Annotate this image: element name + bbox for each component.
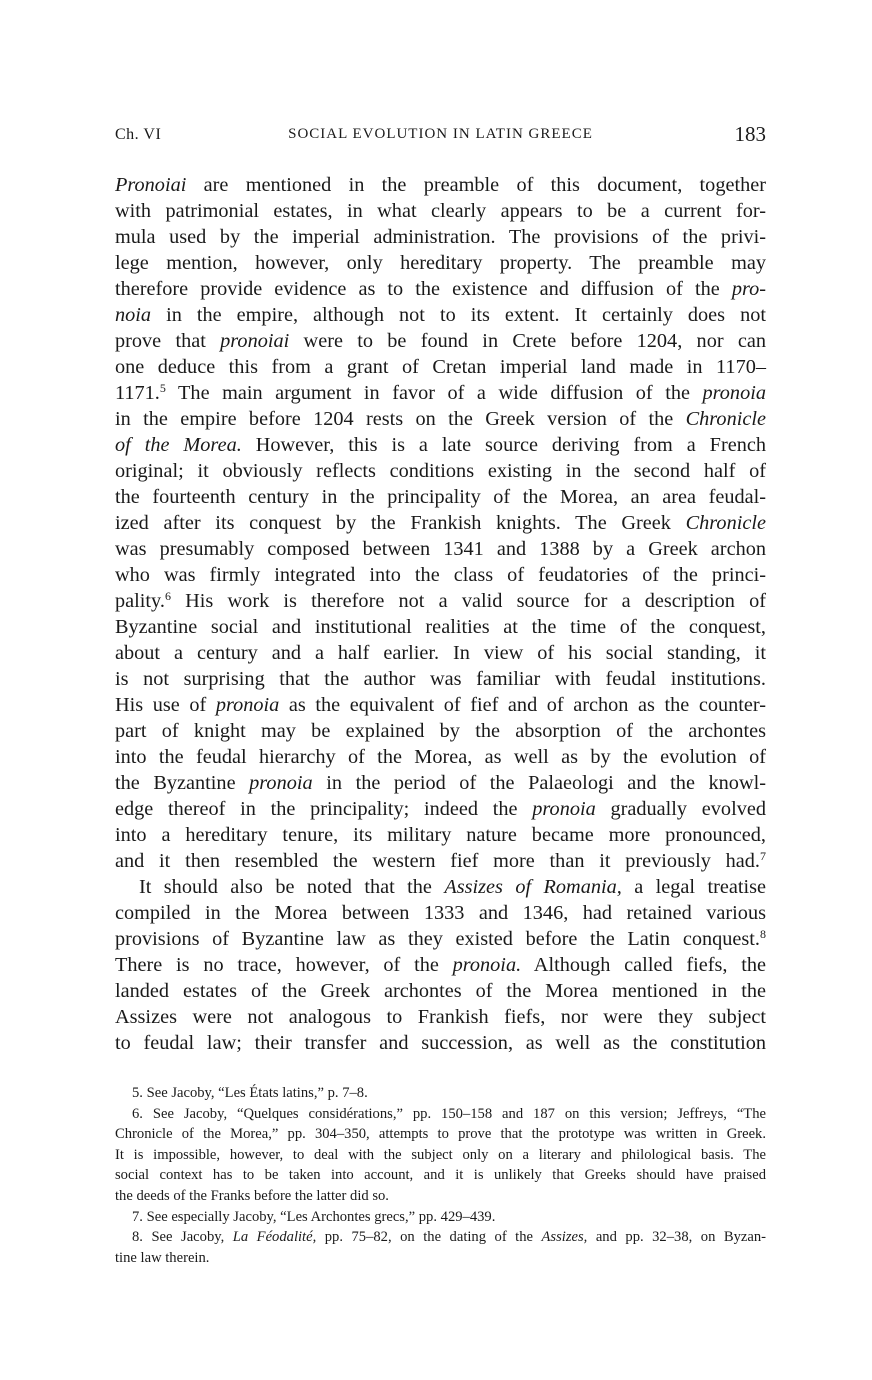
text-segment: Byzantine social and institutional realities at the time of the conquest, — [115, 616, 766, 638]
body-line — [115, 406, 766, 432]
italic-text: pronoia — [702, 382, 766, 404]
text-segment: into the feudal hierarchy of the Morea, as well as by the evolution of — [115, 746, 766, 768]
body-line — [115, 588, 766, 614]
italic-text: pro- — [731, 278, 766, 300]
text-segment: original; it obviously reflects conditions existing in the second half of — [115, 460, 766, 482]
text-segment: pality. — [115, 590, 165, 612]
text-segment: It should also be noted that the — [139, 876, 445, 898]
text-segment: and it then resembled the western fief more than it previously had. — [115, 850, 760, 872]
footnote-line — [115, 1248, 766, 1269]
text-segment: Although called fiefs, the — [521, 954, 766, 976]
italic-text: Chronicle — [685, 512, 766, 534]
body-line — [115, 224, 766, 250]
text-segment: landed estates of the Greek archontes of the Morea mentioned in the — [115, 980, 766, 1002]
text-segment: The main argument in favor of a wide diffusion of the — [165, 382, 703, 404]
text-segment: mula used by the imperial administration. The provisions of the privi- — [115, 226, 766, 248]
body-line — [115, 926, 766, 952]
text-segment: one deduce this from a grant of Cretan imperial land made in 1170– — [115, 356, 766, 378]
body-line — [115, 198, 766, 224]
body-line — [115, 692, 766, 718]
body-line — [115, 172, 766, 198]
body-line — [115, 796, 766, 822]
body-line — [115, 1030, 766, 1056]
text-segment: is not surprising that the author was familiar with feudal institutions. — [115, 668, 766, 690]
text-segment: was presumably composed between 1341 and 1388 by a Greek archon — [115, 538, 766, 560]
text-segment: tine law therein. — [115, 1249, 210, 1266]
text-segment: therefore provide evidence as to the existence and diffusion of the — [115, 278, 732, 300]
text-segment: 8. See Jacoby, — [132, 1229, 233, 1246]
body-line — [115, 328, 766, 354]
text-segment: However, this is a late source deriving from a French — [241, 434, 766, 456]
body-line — [115, 458, 766, 484]
body-line — [115, 744, 766, 770]
footnote-line — [115, 1104, 766, 1125]
footnote-line — [115, 1186, 766, 1207]
body-line — [115, 718, 766, 744]
body-line — [115, 822, 766, 848]
body-line — [115, 354, 766, 380]
text-segment: 5. See Jacoby, “Les États latins,” p. 7–8. — [132, 1085, 368, 1101]
text-segment: with patrimonial estates, in what clearly appears to be a current for- — [115, 200, 766, 222]
text-segment: in the empire before 1204 rests on the Greek version of the — [115, 408, 686, 430]
text-segment: compiled in the Morea between 1333 and 1346, had retained various — [115, 902, 766, 924]
footnote-line — [115, 1165, 766, 1186]
body-line — [115, 614, 766, 640]
footnote-line — [115, 1083, 766, 1104]
body-line — [115, 952, 766, 978]
text-segment: 7. See especially Jacoby, “Les Archontes grecs,” pp. 429–439. — [132, 1208, 496, 1225]
italic-text: Assizes, — [541, 1229, 588, 1246]
body-line — [115, 770, 766, 796]
body-line — [115, 432, 766, 458]
text-segment: were to be found in Crete before 1204, nor can — [289, 330, 767, 352]
page-number: 183 — [734, 122, 766, 146]
footnotes — [115, 1083, 766, 1268]
text-segment: prove that — [115, 330, 221, 352]
text-segment: the Byzantine — [115, 772, 250, 794]
chapter-label: Ch. VI — [115, 126, 162, 143]
footnote-line — [115, 1124, 766, 1145]
italic-text: pronoia. — [452, 954, 522, 976]
footnote-line — [115, 1145, 766, 1166]
text-segment: ized after its conquest by the Frankish knights. The Greek — [115, 512, 686, 534]
italic-text: Pronoiai — [115, 174, 187, 196]
body-line — [115, 380, 766, 406]
text-segment: who was firmly integrated into the class of feudatories of the princi- — [115, 564, 766, 586]
body-text — [115, 172, 766, 1056]
italic-text: pronoia — [532, 798, 596, 820]
text-segment: 1171. — [115, 382, 160, 404]
text-segment: in the empire, although not to its extent. It certainly does not — [151, 304, 766, 326]
footnote-line — [115, 1207, 766, 1228]
text-segment: the deeds of the Franks before the latter did so. — [115, 1187, 389, 1204]
footnote-reference: 8 — [760, 927, 766, 941]
body-line — [115, 848, 766, 874]
text-segment: edge thereof in the principality; indeed the — [115, 798, 533, 820]
text-segment: 6. See Jacoby, “Quelques considérations,” pp. 150–158 and 187 on this version; Jeffreys, “The — [132, 1105, 766, 1122]
text-segment: His use of — [115, 694, 216, 716]
text-segment: a legal treatise — [621, 876, 766, 898]
text-segment: as the equivalent of fief and of archon as the counter- — [279, 694, 766, 716]
running-header — [115, 122, 766, 148]
body-line — [115, 276, 766, 302]
text-segment: to feudal law; their transfer and succession, as well as the constitution — [115, 1032, 766, 1054]
footnote-reference: 5 — [159, 381, 166, 395]
body-line — [115, 640, 766, 666]
text-segment: the fourteenth century in the principality of the Morea, an area feudal- — [115, 486, 766, 508]
italic-text: pronoia — [215, 694, 280, 716]
text-segment: in the period of the Palaeologi and the knowl- — [312, 772, 766, 794]
italic-text: Chronicle — [685, 408, 766, 430]
body-line — [115, 562, 766, 588]
italic-text: La Féodalité, — [232, 1229, 317, 1246]
text-segment: about a century and a half earlier. In view of his social standing, it — [115, 642, 766, 664]
body-line — [115, 250, 766, 276]
italic-text: of the Morea. — [115, 434, 242, 456]
text-segment: pp. 75–82, on the dating of the — [316, 1229, 542, 1246]
body-line — [115, 536, 766, 562]
body-line — [115, 1004, 766, 1030]
italic-text: Assizes of Romania, — [444, 876, 622, 898]
text-segment: into a hereditary tenure, its military nature became more pronounced, — [115, 824, 766, 846]
text-segment: and pp. 32–38, on Byzan- — [587, 1229, 767, 1246]
body-line — [115, 484, 766, 510]
body-line — [115, 510, 766, 536]
body-line — [115, 900, 766, 926]
running-title: SOCIAL EVOLUTION IN LATIN GREECE — [288, 126, 593, 142]
footnote-reference: 7 — [760, 849, 766, 863]
text-segment: gradually evolved — [595, 798, 766, 820]
text-segment: His work is therefore not a valid source for a description of — [170, 590, 766, 612]
text-segment: social context has to be taken into account, and it is unlikely that Greeks should have praised — [115, 1167, 766, 1184]
body-line — [115, 978, 766, 1004]
text-segment: are mentioned in the preamble of this document, together — [186, 174, 766, 196]
text-segment: There is no trace, however, of the — [115, 954, 453, 976]
body-line — [115, 302, 766, 328]
text-segment: Assizes were not analogous to Frankish fiefs, nor were they subject — [115, 1006, 766, 1028]
italic-text: noia — [115, 304, 152, 326]
text-segment: part of knight may be explained by the absorption of the archontes — [115, 720, 766, 742]
body-line — [115, 874, 766, 900]
italic-text: pronoia — [249, 772, 313, 794]
text-segment: It is impossible, however, to deal with the subject only on a literary and philological basis. The — [115, 1146, 766, 1163]
italic-text: pronoiai — [220, 330, 290, 352]
text-segment: provisions of Byzantine law as they existed before the Latin conquest. — [115, 928, 760, 950]
text-segment: lege mention, however, only hereditary property. The preamble may — [115, 252, 766, 274]
footnote-reference: 6 — [164, 589, 171, 603]
body-line — [115, 666, 766, 692]
text-segment: Chronicle of the Morea,” pp. 304–350, attempts to prove that the prototype was written in Greek. — [115, 1126, 766, 1143]
footnote-line — [115, 1227, 766, 1248]
